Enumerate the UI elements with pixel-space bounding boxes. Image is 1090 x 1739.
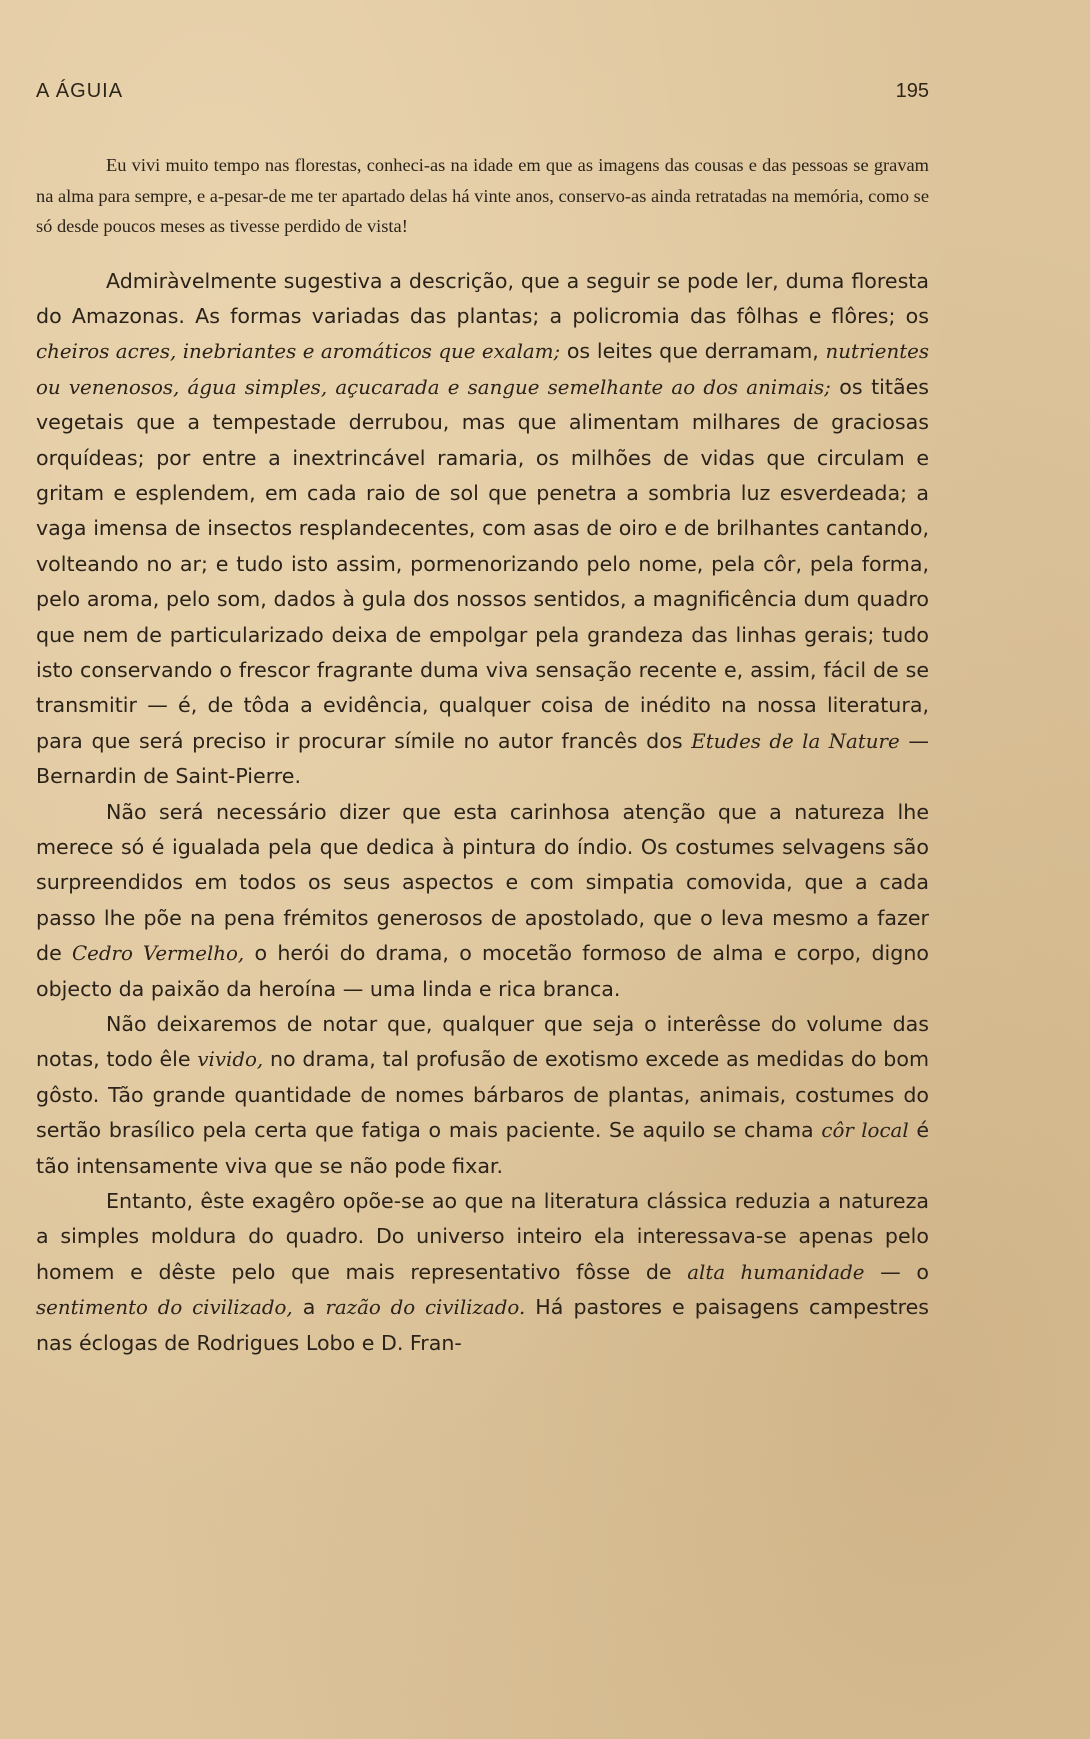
text-run: a — [292, 1295, 326, 1320]
italic-run: Etudes de la Nature — [691, 729, 900, 753]
italic-run: sentimento do civilizado, — [36, 1296, 293, 1320]
text-run: os titães vegetais que a tempestade derrubou, mas que alimentam milhares de graciosas orquídeas; por entre a inextrincável ramaria, os milhões de vidas que circulam e gritam e esplendem, em cada raio de sol que penetra a sombria luz esverdeada; a vaga imensa de insectos resplandecentes, com asas de oiro e de brilhantes cantando, volteando no ar; e tudo isto assim, pormenorizando pelo nome, pela côr, pela forma, pelo aroma, pelo som, dados à gula dos nossos sentidos, a magnificência dum quadro que nem de particularizado deixa de empolgar pela grandeza das linhas gerais; tudo isto conservando o frescor fragrante duma viva sensação recente e, assim, fácil de se transmitir — é, de tôda a evidência, qualquer coisa de inédito na nossa literatura, para que será preciso ir procurar símile no autor francês dos — [36, 374, 929, 753]
italic-run: nutrientes ou venenosos, água simples, açucarada e sangue semelhante ao dos animais; — [36, 340, 929, 399]
body-text — [36, 264, 929, 1362]
text-run: no drama, tal profusão de exotismo excede as medidas do bom gôsto. Tão grande quantidade de nomes bárbaros de plantas, animais, costumes do sertão brasílico pela certa que fatiga o mais paciente. Se aquilo se chama — [36, 1047, 930, 1143]
page-number: 195 — [895, 80, 929, 102]
italic-run: Cedro Vermelho, — [72, 942, 245, 966]
italic-run: razão do civilizado. — [325, 1296, 526, 1320]
italic-run: vivido, — [197, 1048, 264, 1072]
italic-run: cheiros acres, inebriantes e aromáticos que exalam; — [36, 340, 561, 364]
text-run: o herói do drama, o mocetão formoso de alma e corpo, digno objecto da paixão da heroína — uma linda e rica branca. — [36, 941, 929, 1001]
text-run: Entanto, êste exagêro opõe-se ao que na literatura clássica reduzia a natureza a simples moldura do quadro. Do universo inteiro ela interessava-se apenas pelo homem e dêste pelo que mais representativo fôsse de — [36, 1189, 929, 1284]
running-head — [36, 80, 929, 114]
text-run: Não será necessário dizer que esta carinhosa atenção que a natureza lhe merece só é igualada pela que dedica à pintura do índio. Os costumes selvagens são surpreendidos em todos os seus aspectos e com simpatia comovida, que a cada passo lhe põe na pena frémitos generosos de apostolado, que o leva mesmo a fazer de — [36, 799, 929, 966]
text-run: Há pastores e paisagens campestres nas éclogas de Rodrigues Lobo e D. Fran- — [36, 1295, 929, 1355]
text-run: — o — [864, 1259, 929, 1284]
italic-run: côr local — [821, 1119, 909, 1143]
text-run: Admiràvelmente sugestiva a descrição, que a seguir se pode ler, duma floresta do Amazonas. As formas variadas das plantas; a policromia das fôlhas e flôres; os — [36, 268, 929, 328]
body-paragraph — [36, 1184, 929, 1361]
italic-run: alta humanidade — [687, 1260, 865, 1284]
body-paragraph — [36, 1007, 929, 1184]
text-run: Não deixaremos de notar que, qualquer que seja o interêsse do volume das notas, todo êle — [36, 1012, 929, 1072]
text-run: é tão intensamente viva que se não pode fixar. — [36, 1118, 929, 1178]
text-run: os leites que derramam, — [560, 339, 826, 364]
book-page — [36, 80, 929, 1361]
text-run: — Bernardin de Saint-Pierre. — [36, 728, 929, 789]
body-paragraph — [36, 795, 929, 1007]
body-paragraph — [36, 264, 929, 795]
journal-title: A ÁGUIA — [36, 80, 124, 102]
quote-note — [36, 150, 929, 242]
quote-note-text: Eu vivi muito tempo nas florestas, conheci-as na idade em que as imagens das cousas e das pessoas se gravam na alma para sempre, e a-pesar-de me ter apartado delas há vinte anos, conservo-as ainda retratadas na memória, como se só desde poucos meses as tivesse perdido de vista! — [36, 155, 929, 236]
